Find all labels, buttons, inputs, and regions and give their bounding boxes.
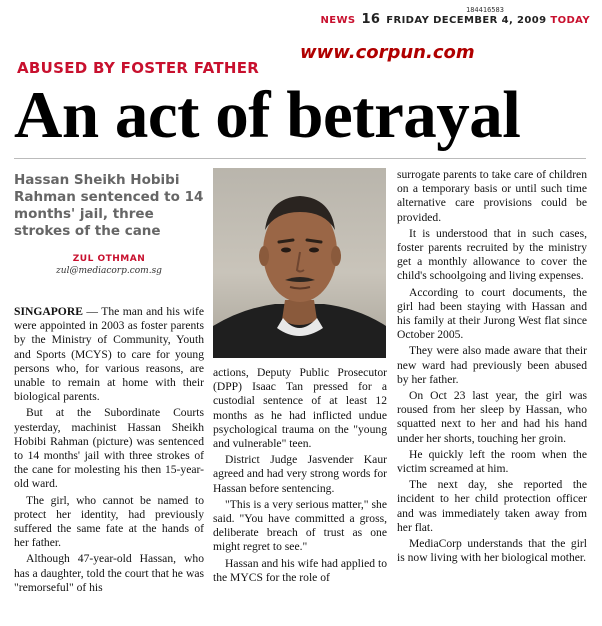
paragraph: Hassan and his wife had applied to the MYCS for the role of — [213, 556, 387, 584]
article-column-3 — [397, 168, 587, 567]
headline-divider — [14, 158, 586, 159]
author-name: ZUL OTHMAN — [72, 254, 146, 264]
barcode-number: 184416583 — [466, 6, 504, 14]
paragraph: They were also made aware that their new ward had previously been abused by her father. — [397, 344, 587, 386]
paragraph: It is understood that in such cases, foster parents recruited by the ministry get a monthly allowance to cover the child's schoolgoing and living expenses. — [397, 226, 587, 283]
section-label: NEWS — [320, 15, 356, 26]
paragraph: Although 47-year-old Hassan, who has a daughter, told the court that he was "remorseful" of his — [14, 552, 204, 594]
article-kicker: ABUSED BY FOSTER FATHER — [17, 59, 260, 77]
dateline: SINGAPORE — [14, 305, 83, 318]
paragraph: "This is a very serious matter," she said. "You have committed a gross, deliberate breach of trust as one might regret to see." — [213, 497, 387, 554]
paragraph: But at the Subordinate Courts yesterday, machinist Hassan Sheikh Hobibi Rahman (picture) was sentenced to 14 months' jail with three strokes of the cane for molesting his then 15-year-old ward. — [14, 406, 204, 491]
masthead — [0, 0, 602, 40]
paragraph: District Judge Jasvender Kaur agreed and had very strong words for Hassan before sentencing. — [213, 453, 387, 495]
portrait-photo — [213, 168, 386, 358]
portrait-illustration — [213, 168, 386, 358]
paragraph: MediaCorp understands that the girl is now living with her biological mother. — [397, 537, 587, 565]
paragraph: actions, Deputy Public Prosecutor (DPP) Isaac Tan pressed for a custodial sentence of at least 12 months as he had inflicted undue psychological trauma on the "young and vulnerable" teen. — [213, 366, 387, 451]
article-deck: Hassan Sheikh Hobibi Rahman sentenced to 14 months' jail, three strokes of the cane — [14, 172, 204, 239]
article-column-1 — [14, 305, 204, 597]
publication-name: TODAY — [550, 15, 590, 26]
issue-date: FRIDAY DECEMBER 4, 2009 — [386, 15, 547, 26]
byline — [14, 254, 204, 276]
article-column-2 — [213, 366, 387, 587]
paragraph: The girl, who cannot be named to protect her identity, had previously suffered the same fate at the hands of her father. — [14, 493, 204, 550]
paragraph: The next day, she reported the incident to her child protection officer and was immediately taken away from her flat. — [397, 478, 587, 534]
page-number: 16 — [361, 12, 381, 27]
paragraph: According to court documents, the girl had been staying with Hassan and his family at their Jurong West flat since October 2005. — [397, 285, 587, 342]
paragraph: He quickly left the room when the victim screamed at him. — [397, 447, 587, 476]
paragraph — [14, 305, 204, 404]
page-folio — [321, 12, 591, 27]
article-headline: An act of betrayal — [14, 78, 521, 152]
paragraph-text: — The man and his wife were appointed in 2003 as foster parents by the Ministry of Community, Youth and Sports (MCYS) to care for young persons who, for various reasons, are unable to remain at home with their biological parents. — [14, 305, 204, 404]
paragraph: surrogate parents to take care of children on a temporary basis or until such time alternative care provisions could be provided. — [397, 168, 587, 224]
paragraph: On Oct 23 last year, the girl was roused from her sleep by Hassan, who squatted next to her and had his hand under her shorts, touching her groin. — [397, 389, 587, 445]
author-email: zul@mediacorp.com.sg — [56, 266, 162, 276]
watermark-url: www.corpun.com — [300, 42, 475, 63]
